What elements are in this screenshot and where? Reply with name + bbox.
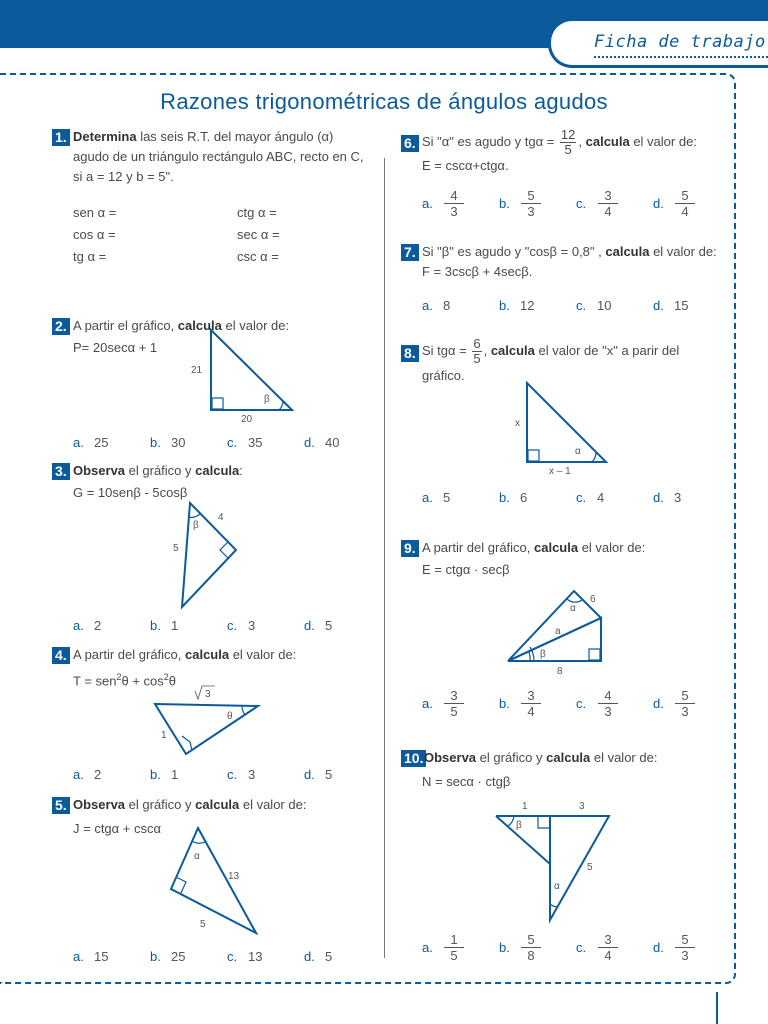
problem-8-triangle	[505, 378, 615, 478]
p5-opt-b-label[interactable]: b.	[150, 949, 161, 964]
problem-8-mid: ,	[483, 342, 491, 358]
problem-1-number: 1.	[52, 129, 70, 146]
p9-opt-b-label[interactable]: b.	[499, 696, 510, 711]
problem-6-verb: calcula	[585, 133, 630, 149]
p10-side-right: 5	[587, 862, 593, 873]
p1-row-2-right: sec α =	[237, 227, 280, 242]
p4-opt-d-value: 5	[325, 767, 333, 782]
p6-opt-d-label[interactable]: d.	[653, 196, 664, 211]
p3-side-left: 5	[173, 543, 179, 554]
p5-opt-d-label[interactable]: d.	[304, 949, 315, 964]
p10-opt-b-den: 8	[527, 948, 535, 963]
p3-opt-b-value: 1	[171, 618, 179, 633]
p9-opt-a-den: 5	[450, 704, 458, 719]
p10-angle-alpha: α	[554, 881, 560, 892]
problem-6-number: 6.	[401, 135, 419, 152]
p2-opt-a-value: 25	[94, 435, 109, 450]
p5-opt-a-value: 15	[94, 949, 109, 964]
p9-opt-d-label[interactable]: d.	[653, 696, 664, 711]
p1-row-3-left: tg α =	[73, 249, 107, 264]
problem-2-triangle	[185, 325, 315, 425]
p4-expr-b: θ + cos	[121, 673, 164, 689]
problem-10-triangle	[490, 796, 620, 926]
p8-angle: α	[575, 446, 581, 457]
p5-opt-c-label[interactable]: c.	[227, 949, 238, 964]
p9-opt-d-den: 3	[681, 704, 689, 719]
problem-2-post: el valor de:	[221, 318, 290, 333]
p10-opt-a-label[interactable]: a.	[422, 940, 433, 955]
p6-opt-b-value	[521, 188, 541, 219]
p10-opt-a-value	[444, 932, 464, 963]
p10-opt-c-label[interactable]: c.	[576, 940, 587, 955]
bottom-rule	[716, 992, 718, 1024]
problem-6-post: el valor de:	[629, 133, 697, 149]
p9-opt-a-label[interactable]: a.	[422, 696, 433, 711]
p8-opt-a-value: 5	[443, 490, 451, 505]
p9-side-bottom: 8	[557, 666, 563, 677]
problem-3-post: :	[239, 463, 243, 478]
p9-side-top: 6	[590, 594, 596, 605]
problem-1-statement: las seis R.T. del mayor ángulo (α) agudo de un triángulo rectángulo ABC, recto en C, si a = 12 y b = 5".	[73, 129, 364, 184]
p10-side-top-left: 1	[522, 801, 528, 812]
problem-3-verb1: Observa	[73, 463, 126, 478]
p5-opt-a-label[interactable]: a.	[73, 949, 84, 964]
p6-opt-d-den: 4	[681, 204, 689, 219]
p7-opt-d-value: 15	[674, 298, 689, 313]
p6-opt-a-den: 3	[450, 204, 458, 219]
problem-9-expression: E = ctgα · secβ	[422, 562, 510, 577]
problem-5-verb2: calcula	[195, 797, 240, 812]
p6-opt-c-num: 3	[598, 188, 618, 204]
p4-opt-a-label[interactable]: a.	[73, 767, 84, 782]
problem-3-mid: el gráfico y	[125, 463, 196, 478]
tab-underline	[594, 56, 768, 58]
p10-opt-c-den: 4	[604, 948, 612, 963]
p10-opt-c-num: 3	[598, 932, 618, 948]
p9-opt-c-label[interactable]: c.	[576, 696, 587, 711]
p5-angle: α	[194, 851, 200, 862]
p6-opt-d-value	[675, 188, 695, 219]
problem-9-pre: A partir del gráfico,	[422, 540, 534, 555]
problem-7-pre: Si "β" es agudo y "cosβ = 0,8" ,	[422, 244, 606, 259]
p4-opt-d-label[interactable]: d.	[304, 767, 315, 782]
problem-10-post: el valor de:	[590, 750, 658, 765]
problem-4-pre: A partir del gráfico,	[73, 647, 185, 662]
p4-side-left: 1	[161, 730, 167, 741]
p6-opt-c-value	[598, 188, 618, 219]
problem-10-text	[424, 748, 724, 768]
p7-opt-c-value: 10	[597, 298, 612, 313]
p4-sup-1: 2	[116, 672, 122, 682]
problem-4-text	[73, 645, 369, 665]
p8-opt-c-label[interactable]: c.	[576, 490, 587, 505]
p6-opt-a-label[interactable]: a.	[422, 196, 433, 211]
problem-3-triangle	[165, 495, 265, 615]
p2-opt-c-label[interactable]: c.	[227, 435, 238, 450]
p3-opt-c-value: 3	[248, 618, 256, 633]
problem-7-verb: calcula	[605, 244, 650, 259]
p6-opt-c-den: 4	[604, 204, 612, 219]
p4-expr-c: θ	[168, 673, 177, 689]
p8-side-bottom: x – 1	[549, 466, 571, 477]
p6-fraction	[560, 128, 576, 157]
p6-opt-a-value	[444, 188, 464, 219]
p4-opt-c-value: 3	[248, 767, 256, 782]
p4-opt-a-value: 2	[94, 767, 102, 782]
problem-5-number: 5.	[52, 797, 70, 814]
p3-opt-b-label[interactable]: b.	[150, 618, 161, 633]
problem-10-verb2: calcula	[546, 750, 591, 765]
p6-opt-c-label[interactable]: c.	[576, 196, 587, 211]
problem-9-triangle	[500, 585, 615, 680]
problem-3-verb2: calcula	[195, 463, 240, 478]
p3-angle: β	[193, 520, 199, 531]
p9-angle-beta: β	[540, 649, 546, 660]
problem-2-verb: calcula	[177, 318, 222, 333]
problem-7-number: 7.	[401, 244, 419, 261]
p7-opt-c-label[interactable]: c.	[576, 298, 587, 313]
p5-opt-c-value: 13	[248, 949, 263, 964]
problem-9-post: el valor de:	[578, 540, 646, 555]
problem-7-text	[422, 242, 722, 282]
p2-side-left: 21	[191, 365, 203, 376]
problem-6-pre: Si "α" es agudo y tgα =	[422, 133, 558, 149]
p8-side-left: x	[515, 418, 520, 429]
problem-4-triangle	[150, 684, 265, 760]
p1-row-1-right: ctg α =	[237, 205, 277, 220]
p2-opt-c-value: 35	[248, 435, 263, 450]
p2-opt-a-label[interactable]: a.	[73, 435, 84, 450]
problem-8-number: 8.	[401, 345, 419, 362]
p4-sup-2: 2	[163, 672, 169, 682]
p2-opt-b-value: 30	[171, 435, 186, 450]
p6-opt-b-num: 5	[521, 188, 541, 204]
worksheet-label: Ficha de trabajo	[594, 32, 766, 52]
p6-opt-a-num: 4	[444, 188, 464, 204]
p5-side-right: 13	[228, 871, 240, 882]
problem-6-mid: ,	[578, 133, 586, 149]
p4-angle: θ	[227, 711, 233, 722]
p9-opt-b-value	[521, 688, 541, 719]
problem-9-number: 9.	[401, 540, 419, 557]
page-title: Razones trigonométricas de ángulos agudos	[160, 89, 608, 114]
p6-opt-d-num: 5	[675, 188, 695, 204]
problem-10-verb1: Observa	[424, 750, 477, 765]
p3-opt-c-label[interactable]: c.	[227, 618, 238, 633]
problem-8-pre: Si tgα =	[422, 342, 471, 358]
p9-opt-a-value	[444, 688, 464, 719]
problem-8-post: el valor de "x" a parir del gráfico.	[422, 342, 680, 383]
p6-fraction-den: 5	[564, 142, 572, 157]
p3-opt-d-label[interactable]: d.	[304, 618, 315, 633]
problem-10-expression: N = secα · ctgβ	[422, 774, 511, 789]
p2-opt-d-label[interactable]: d.	[304, 435, 315, 450]
p6-fraction-num: 12	[560, 127, 576, 142]
problem-5-triangle	[160, 822, 270, 942]
p5-side-bottom: 5	[200, 919, 206, 930]
p4-expr-a: T = sen	[73, 673, 117, 689]
p4-opt-b-label[interactable]: b.	[150, 767, 161, 782]
problem-5-mid: el gráfico y	[125, 797, 196, 812]
problem-6-expression: E = cscα+ctgα.	[422, 158, 509, 173]
p3-opt-a-label[interactable]: a.	[73, 618, 84, 633]
problem-3-expression: G = 10senβ - 5cosβ	[73, 485, 188, 500]
p6-opt-b-label[interactable]: b.	[499, 196, 510, 211]
p1-row-3-right: csc α =	[237, 249, 279, 264]
p10-opt-b-value	[521, 932, 541, 963]
p10-opt-d-den: 3	[681, 948, 689, 963]
p10-side-top-right: 3	[579, 801, 585, 812]
problem-9-verb: calcula	[534, 540, 579, 555]
p10-opt-a-den: 5	[450, 948, 458, 963]
p8-opt-c-value: 4	[597, 490, 605, 505]
problem-5-text	[73, 795, 369, 815]
p3-opt-a-value: 2	[94, 618, 102, 633]
p10-opt-c-value	[598, 932, 618, 963]
problem-1-text	[73, 127, 369, 187]
problem-4-number: 4.	[52, 647, 70, 664]
p7-opt-d-label[interactable]: d.	[653, 298, 664, 313]
p10-opt-d-label[interactable]: d.	[653, 940, 664, 955]
p8-fraction-num: 6	[473, 336, 481, 351]
p4-side-top: 3	[205, 689, 211, 700]
p8-opt-b-label[interactable]: b.	[499, 490, 510, 505]
problem-3-text	[73, 461, 369, 481]
p9-angle-alpha: α	[570, 603, 576, 614]
p10-opt-b-num: 5	[521, 932, 541, 948]
p7-opt-a-value: 8	[443, 298, 451, 313]
p9-opt-b-den: 4	[527, 704, 535, 719]
p3-side-right: 4	[218, 512, 224, 523]
p2-opt-d-value: 40	[325, 435, 340, 450]
p9-opt-a-num: 3	[444, 688, 464, 704]
p9-opt-c-den: 3	[604, 704, 612, 719]
problem-5-expression: J = ctgα + cscα	[73, 821, 162, 836]
p8-opt-b-value: 6	[520, 490, 528, 505]
p2-angle: β	[264, 394, 270, 405]
problem-5-post: el valor de:	[239, 797, 307, 812]
problem-2-expression: P= 20secα + 1	[73, 340, 158, 355]
column-divider	[384, 158, 385, 958]
problem-3-number: 3.	[52, 463, 70, 480]
p2-side-bottom: 20	[241, 414, 253, 425]
p9-side-mid: a	[555, 626, 561, 637]
p4-opt-c-label[interactable]: c.	[227, 767, 238, 782]
p2-opt-b-label[interactable]: b.	[150, 435, 161, 450]
p10-opt-b-label[interactable]: b.	[499, 940, 510, 955]
problem-9-text	[422, 538, 722, 558]
p5-opt-d-value: 5	[325, 949, 333, 964]
problem-4-verb: calcula	[185, 647, 230, 662]
p8-fraction-den: 5	[473, 351, 481, 366]
p1-row-2-left: cos α =	[73, 227, 116, 242]
p7-opt-b-value: 12	[520, 298, 535, 313]
p8-opt-d-value: 3	[674, 490, 682, 505]
p5-opt-b-value: 25	[171, 949, 186, 964]
problem-2-pre: A partir el gráfico,	[73, 318, 178, 333]
problem-4-post: el valor de:	[229, 647, 297, 662]
p9-opt-d-num: 5	[675, 688, 695, 704]
problem-2-number: 2.	[52, 318, 70, 335]
problem-8-verb: calcula	[490, 342, 535, 358]
p9-opt-b-num: 3	[521, 688, 541, 704]
problem-5-verb1: Observa	[73, 797, 126, 812]
p9-opt-c-value	[598, 688, 618, 719]
p4-opt-b-value: 1	[171, 767, 179, 782]
p8-opt-d-label[interactable]: d.	[653, 490, 664, 505]
p6-opt-b-den: 3	[527, 204, 535, 219]
problem-6-text	[422, 128, 722, 157]
p10-opt-d-value	[675, 932, 695, 963]
p3-opt-d-value: 5	[325, 618, 333, 633]
p7-opt-b-label[interactable]: b.	[499, 298, 510, 313]
p7-opt-a-label[interactable]: a.	[422, 298, 433, 313]
problem-1-verb: Determina	[73, 129, 137, 144]
p9-opt-d-value	[675, 688, 695, 719]
p10-angle-beta: β	[516, 820, 522, 831]
problem-10-number: 10.	[401, 750, 426, 767]
p8-opt-a-label[interactable]: a.	[422, 490, 433, 505]
p9-opt-c-num: 4	[598, 688, 618, 704]
p1-row-1-left: sen α =	[73, 205, 117, 220]
p10-opt-a-num: 1	[444, 932, 464, 948]
p10-opt-d-num: 5	[675, 932, 695, 948]
problem-10-mid: el gráfico y	[476, 750, 547, 765]
problem-7-post: el valor de: F = 3cscβ + 4secβ.	[422, 244, 717, 279]
p8-fraction	[472, 337, 481, 366]
